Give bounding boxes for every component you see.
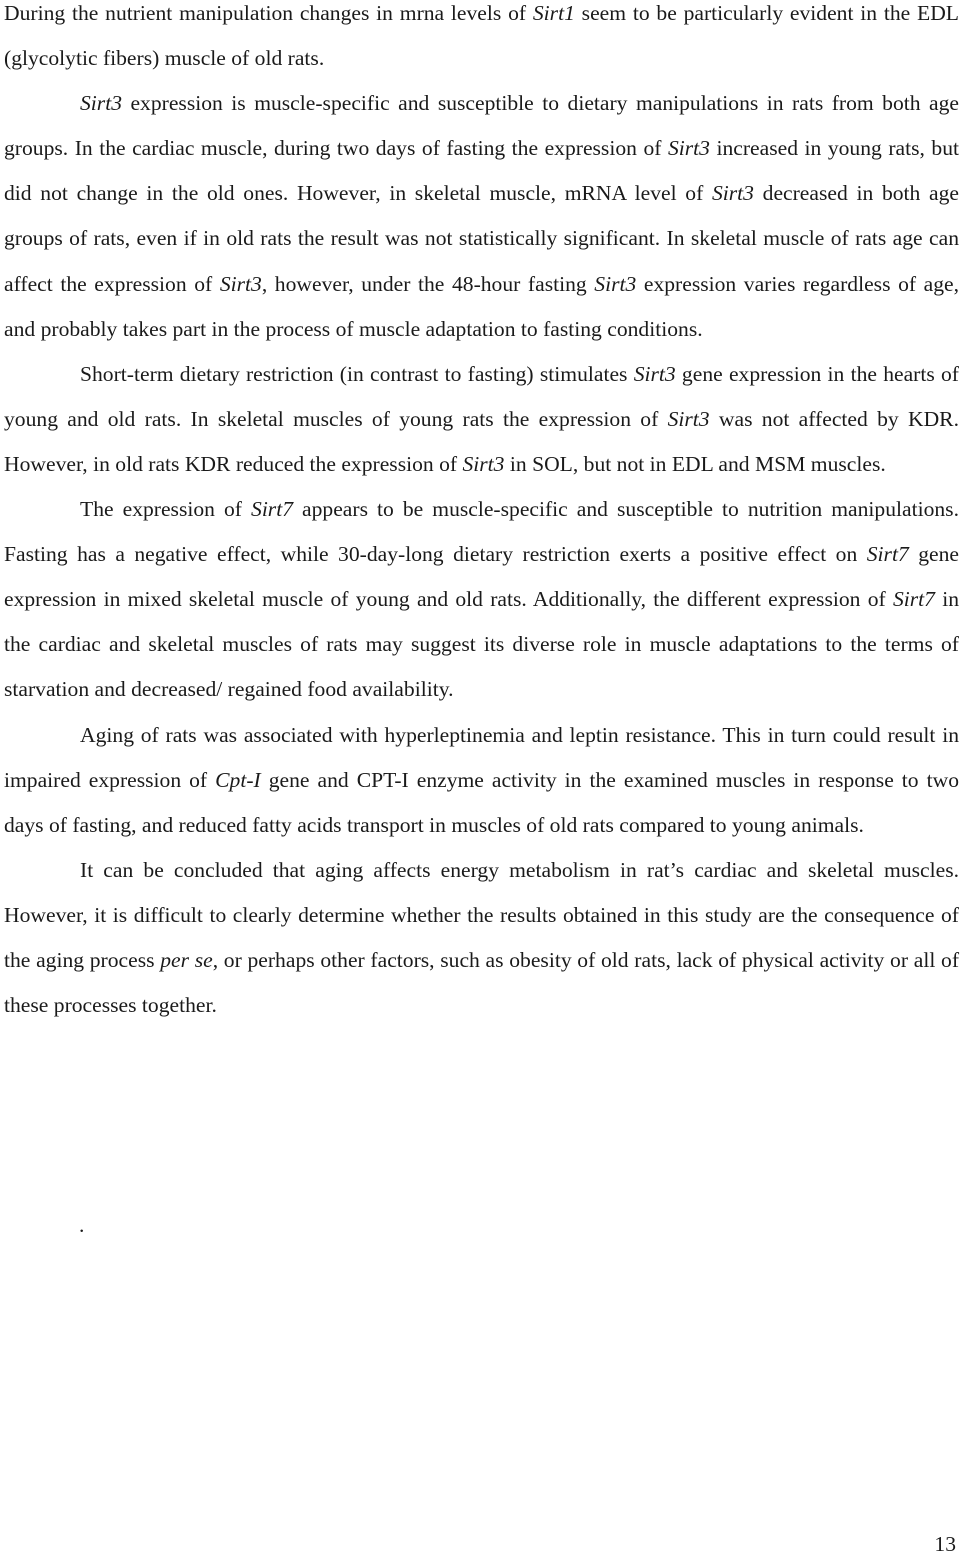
italic-term: Sirt3 (594, 271, 637, 296)
text-run: in SOL, but not in EDL and MSM muscles. (504, 451, 886, 476)
text-run: , however, under the 48-hour fasting (261, 271, 595, 296)
italic-term: per se (160, 947, 213, 972)
italic-term: Sirt1 (532, 1, 575, 25)
paragraph (4, 848, 959, 1028)
italic-term: Sirt7 (892, 587, 935, 612)
italic-term: Sirt7 (866, 542, 909, 567)
text-run: expression is muscle-specific and susceptible to dietary manipulations in rats from both age groups. In the cardiac muscle, during two days of fasting the expression of (4, 91, 959, 161)
stray-mark: . (79, 1213, 85, 1237)
text-run: appears to be muscle-specific and susceptible to nutrition manipulations. Fasting has a negative effect, while 30-day-long dietary restriction exerts a positive effect on (4, 497, 959, 567)
text-run: During the nutrient manipulation changes in mrna levels of (4, 1, 533, 25)
italic-term: Sirt3 (462, 451, 505, 476)
italic-term: Sirt7 (251, 497, 294, 522)
italic-term: Sirt3 (667, 406, 710, 431)
text-run: expression varies regardless of age, and probably takes part in the process of muscle adaptation to fasting conditions. (4, 271, 959, 341)
page-number: 13 (934, 1532, 956, 1556)
text-run: Aging of rats was associated with hyperleptinemia and leptin resistance. This in turn could result in impaired expression of (4, 722, 959, 792)
italic-term: Sirt3 (80, 91, 122, 116)
paragraph (4, 713, 959, 848)
body-text (4, 0, 959, 1028)
paragraph (4, 487, 959, 712)
italic-term: Sirt3 (667, 136, 710, 161)
text-run: decreased in both age groups of rats, even if in old rats the result was not statistically significant. In skeletal muscle of rats age can affect the expression of (4, 181, 959, 296)
italic-term: Sirt3 (633, 361, 676, 386)
text-run: seem to be particularly evident in the EDL (glycolytic fibers) muscle of old rats. (4, 1, 959, 71)
text-run: The expression of (80, 497, 252, 522)
text-run: gene expression in the hearts of young and old rats. In skeletal muscles of young rats the expression of (4, 361, 959, 431)
italic-term: Sirt3 (711, 181, 754, 206)
text-run: in the cardiac and skeletal muscles of rats may suggest its diverse role in muscle adaptations to the terms of starvation and decreased/ regained food availability. (4, 587, 959, 702)
text-run: increased in young rats, but did not change in the old ones. However, in skeletal muscle, mRNA level of (4, 136, 959, 206)
paragraph (4, 81, 959, 352)
italic-term: Cpt-I (215, 767, 261, 792)
paragraph (4, 352, 959, 487)
text-run: gene expression in mixed skeletal muscle of young and old rats. Additionally, the different expression of (4, 542, 959, 612)
text-run: , or perhaps other factors, such as obesity of old rats, lack of physical activity or all of these processes together. (4, 947, 960, 1018)
text-run: It can be concluded that aging affects energy metabolism in rat’s cardiac and skeletal muscles. However, it is difficult to clearly determine whether the results obtained in this study are the consequence of the aging process (4, 857, 959, 972)
italic-term: Sirt3 (219, 271, 262, 296)
text-run: gene and CPT-I enzyme activity in the examined muscles in response to two days of fasting, and reduced fatty acids transport in muscles of old rats compared to young animals. (4, 767, 959, 837)
text-run: was not affected by KDR. However, in old rats KDR reduced the expression of (4, 406, 959, 476)
paragraph (4, 0, 959, 81)
text-run: Short-term dietary restriction (in contrast to fasting) stimulates (80, 361, 634, 386)
